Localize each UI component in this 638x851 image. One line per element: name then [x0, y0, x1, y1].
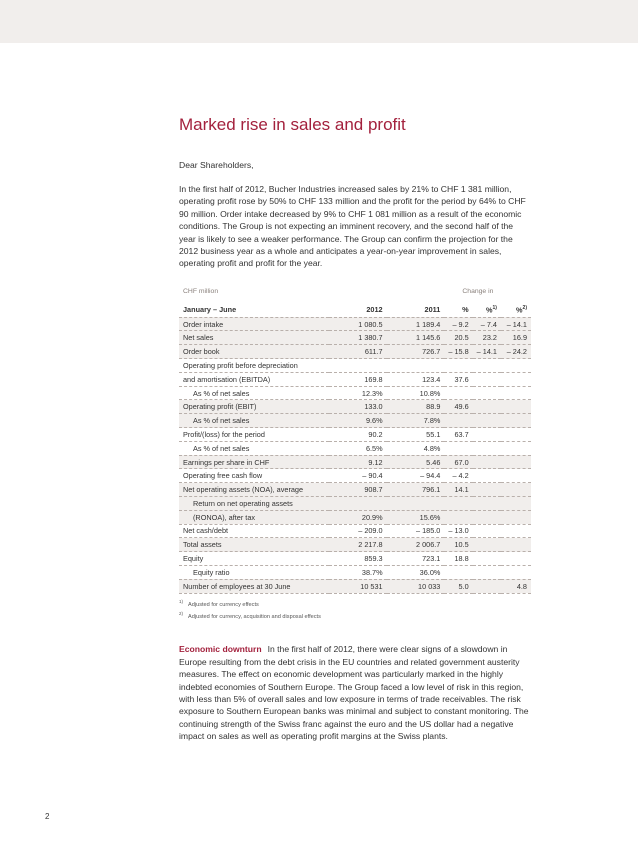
- table-row: [179, 359, 531, 373]
- row-label: Net operating assets (NOA), average: [179, 483, 329, 497]
- change-pct: [444, 359, 472, 373]
- value-2011: 55.1: [387, 428, 445, 442]
- table-row: [179, 386, 531, 400]
- table-row: [179, 538, 531, 552]
- footnotes: [179, 597, 531, 623]
- table-row: [179, 469, 531, 483]
- row-label: Net cash/debt: [179, 524, 329, 538]
- value-2011: – 94.4: [387, 469, 445, 483]
- change-pct-currency: [473, 483, 501, 497]
- header-change-adjusted: %$^{2)}$: [501, 298, 531, 317]
- table-row: [179, 331, 531, 345]
- change-pct: [444, 441, 472, 455]
- page-title: Marked rise in sales and profit: [179, 115, 406, 134]
- value-2012: – 209.0: [329, 524, 387, 538]
- change-pct-currency: [473, 372, 501, 386]
- change-pct-currency: [473, 497, 501, 511]
- change-pct-adjusted: [501, 441, 531, 455]
- change-pct: 14.1: [444, 483, 472, 497]
- change-pct-currency: [473, 455, 501, 469]
- row-label: As % of net sales: [179, 441, 329, 455]
- value-2011: 36.0%: [387, 565, 445, 579]
- value-2012: 6.5%: [329, 441, 387, 455]
- value-2011: 10.8%: [387, 386, 445, 400]
- change-pct-currency: [473, 386, 501, 400]
- section-heading: Economic downturn: [179, 644, 262, 655]
- value-2012: 9.6%: [329, 414, 387, 428]
- value-2011: 796.1: [387, 483, 445, 497]
- change-pct-adjusted: [501, 428, 531, 442]
- change-pct-adjusted: [501, 497, 531, 511]
- value-2011: 1 145.6: [387, 331, 445, 345]
- change-pct-adjusted: [501, 414, 531, 428]
- table-row: [179, 510, 531, 524]
- change-label: Change in: [444, 285, 531, 298]
- value-2011: – 185.0: [387, 524, 445, 538]
- value-2011: 726.7: [387, 345, 445, 359]
- footnote: $^{2)}$Adjusted for currency, acquisition and disposal effects: [179, 611, 321, 621]
- change-pct-currency: [473, 565, 501, 579]
- row-label: Profit/(loss) for the period: [179, 428, 329, 442]
- value-2012: 859.3: [329, 552, 387, 566]
- value-2012: 908.7: [329, 483, 387, 497]
- change-pct-adjusted: 16.9: [501, 331, 531, 345]
- value-2012: 10 531: [329, 579, 387, 593]
- change-pct: [444, 414, 472, 428]
- value-2011: 723.1: [387, 552, 445, 566]
- table-row: [179, 524, 531, 538]
- header-period: January – June: [179, 298, 329, 317]
- table-row: [179, 372, 531, 386]
- change-pct-currency: [473, 400, 501, 414]
- header-change: %: [444, 298, 472, 317]
- value-2011: 123.4: [387, 372, 445, 386]
- change-pct-adjusted: [501, 538, 531, 552]
- change-pct-adjusted: – 24.2: [501, 345, 531, 359]
- change-pct-currency: [473, 579, 501, 593]
- value-2011: 1 189.4: [387, 317, 445, 331]
- change-pct-adjusted: [501, 469, 531, 483]
- value-2012: [329, 497, 387, 511]
- value-2012: 2 217.8: [329, 538, 387, 552]
- change-pct-currency: [473, 414, 501, 428]
- table-row: [179, 317, 531, 331]
- row-label: As % of net sales: [179, 386, 329, 400]
- table-row: [179, 483, 531, 497]
- row-label: (RONOA), after tax: [179, 510, 329, 524]
- table-header-row: [179, 298, 531, 317]
- row-label: Total assets: [179, 538, 329, 552]
- row-label: Return on net operating assets: [179, 497, 329, 511]
- change-pct: – 13.0: [444, 524, 472, 538]
- table-caption-row: [179, 285, 531, 298]
- footnote: $^{1)}$Adjusted for currency effects: [179, 598, 259, 608]
- change-pct-adjusted: [501, 552, 531, 566]
- change-pct: – 4.2: [444, 469, 472, 483]
- value-2012: – 90.4: [329, 469, 387, 483]
- change-pct-currency: [473, 441, 501, 455]
- change-pct: 49.6: [444, 400, 472, 414]
- top-band: [0, 0, 638, 43]
- change-pct-adjusted: [501, 359, 531, 373]
- change-pct-currency: [473, 428, 501, 442]
- value-2011: 10 033: [387, 579, 445, 593]
- change-pct-currency: [473, 469, 501, 483]
- row-label: Operating profit before depreciation: [179, 359, 329, 373]
- change-pct: [444, 386, 472, 400]
- page-number: 2: [45, 812, 50, 821]
- change-pct: 5.0: [444, 579, 472, 593]
- row-label: and amortisation (EBITDA): [179, 372, 329, 386]
- value-2012: 90.2: [329, 428, 387, 442]
- row-label: Net sales: [179, 331, 329, 345]
- value-2012: 1 080.5: [329, 317, 387, 331]
- change-pct-currency: [473, 359, 501, 373]
- value-2012: 1 380.7: [329, 331, 387, 345]
- intro-paragraph: In the first half of 2012, Bucher Industries increased sales by 21% to CHF 1 381 million, operating profit rose by 50% to CHF 133 million and the profit for the period by 64% to CHF 90 million. Order intake decreased by 9% to CHF 1 081 million as a result of the economic conditions. The Group is not expecting an imminent recovery, and the second half of the year is likely to see a weaker performance. The Group can confirm the projection for the 2012 business year as a whole and anticipates a year-on-year improvement in sales, operating profit and profit for the year.: [179, 184, 526, 269]
- value-2011: 5.46: [387, 455, 445, 469]
- change-pct: [444, 510, 472, 524]
- change-pct: 63.7: [444, 428, 472, 442]
- value-2011: 7.8%: [387, 414, 445, 428]
- value-2011: 15.6%: [387, 510, 445, 524]
- table-row: [179, 579, 531, 593]
- row-label: Order intake: [179, 317, 329, 331]
- value-2012: 12.3%: [329, 386, 387, 400]
- row-label: Equity: [179, 552, 329, 566]
- row-label: As % of net sales: [179, 414, 329, 428]
- change-pct-adjusted: 4.8: [501, 579, 531, 593]
- table-row: [179, 414, 531, 428]
- page-content: [179, 115, 531, 743]
- value-2011: 2 006.7: [387, 538, 445, 552]
- change-pct-adjusted: [501, 455, 531, 469]
- change-pct-adjusted: [501, 483, 531, 497]
- row-label: Operating profit (EBIT): [179, 400, 329, 414]
- change-pct: 18.8: [444, 552, 472, 566]
- change-pct: 67.0: [444, 455, 472, 469]
- table-row: [179, 497, 531, 511]
- change-pct: – 9.2: [444, 317, 472, 331]
- value-2012: 611.7: [329, 345, 387, 359]
- table-row: [179, 552, 531, 566]
- change-pct-currency: – 7.4: [473, 317, 501, 331]
- table-row: [179, 565, 531, 579]
- change-pct-currency: [473, 510, 501, 524]
- value-2011: 4.8%: [387, 441, 445, 455]
- table-row: [179, 441, 531, 455]
- value-2012: 133.0: [329, 400, 387, 414]
- value-2012: 9.12: [329, 455, 387, 469]
- change-pct-currency: [473, 552, 501, 566]
- change-pct: 20.5: [444, 331, 472, 345]
- change-pct-adjusted: [501, 400, 531, 414]
- row-label: Operating free cash flow: [179, 469, 329, 483]
- value-2011: 88.9: [387, 400, 445, 414]
- header-change-currency: %$^{1)}$: [473, 298, 501, 317]
- change-pct-adjusted: [501, 510, 531, 524]
- header-2011: 2011: [387, 298, 445, 317]
- change-pct: 37.6: [444, 372, 472, 386]
- change-pct-currency: [473, 524, 501, 538]
- change-pct-adjusted: [501, 524, 531, 538]
- salutation: Dear Shareholders,: [179, 160, 254, 170]
- change-pct-adjusted: [501, 386, 531, 400]
- change-pct: [444, 497, 472, 511]
- change-pct-adjusted: – 14.1: [501, 317, 531, 331]
- section-body: In the first half of 2012, there were clear signs of a slowdown in Europe resulting from the debt crisis in the EU countries and related government austerity measures. The effect on economic development was particularly marked in the highly indebted economies of Southern Europe. The Group faced a low level of risk in this region, with less than 5% of overall sales and low exposure in terms of trade receivables. The risk exposure to Southern European banks was minimal and subject to constant monitoring. The continuing strength of the Swiss franc against the euro and the US dollar had a negative impact on sales as well as operating profit margins at the Swiss plants.: [179, 644, 529, 742]
- economic-downturn-section: [179, 643, 531, 742]
- row-label: Equity ratio: [179, 565, 329, 579]
- change-pct: [444, 565, 472, 579]
- value-2011: [387, 359, 445, 373]
- value-2012: 38.7%: [329, 565, 387, 579]
- table-row: [179, 428, 531, 442]
- value-2012: 20.9%: [329, 510, 387, 524]
- row-label: Order book: [179, 345, 329, 359]
- row-label: Earnings per share in CHF: [179, 455, 329, 469]
- key-figures-table: [179, 285, 531, 594]
- change-pct-currency: 23.2: [473, 331, 501, 345]
- table-row: [179, 345, 531, 359]
- change-pct: 10.5: [444, 538, 472, 552]
- change-pct-currency: – 14.1: [473, 345, 501, 359]
- change-pct-adjusted: [501, 565, 531, 579]
- table-row: [179, 400, 531, 414]
- change-pct-adjusted: [501, 372, 531, 386]
- header-2012: 2012: [329, 298, 387, 317]
- unit-label: CHF million: [179, 285, 329, 298]
- change-pct-currency: [473, 538, 501, 552]
- table-row: [179, 455, 531, 469]
- value-2012: 169.8: [329, 372, 387, 386]
- row-label: Number of employees at 30 June: [179, 579, 329, 593]
- value-2011: [387, 497, 445, 511]
- value-2012: [329, 359, 387, 373]
- change-pct: – 15.8: [444, 345, 472, 359]
